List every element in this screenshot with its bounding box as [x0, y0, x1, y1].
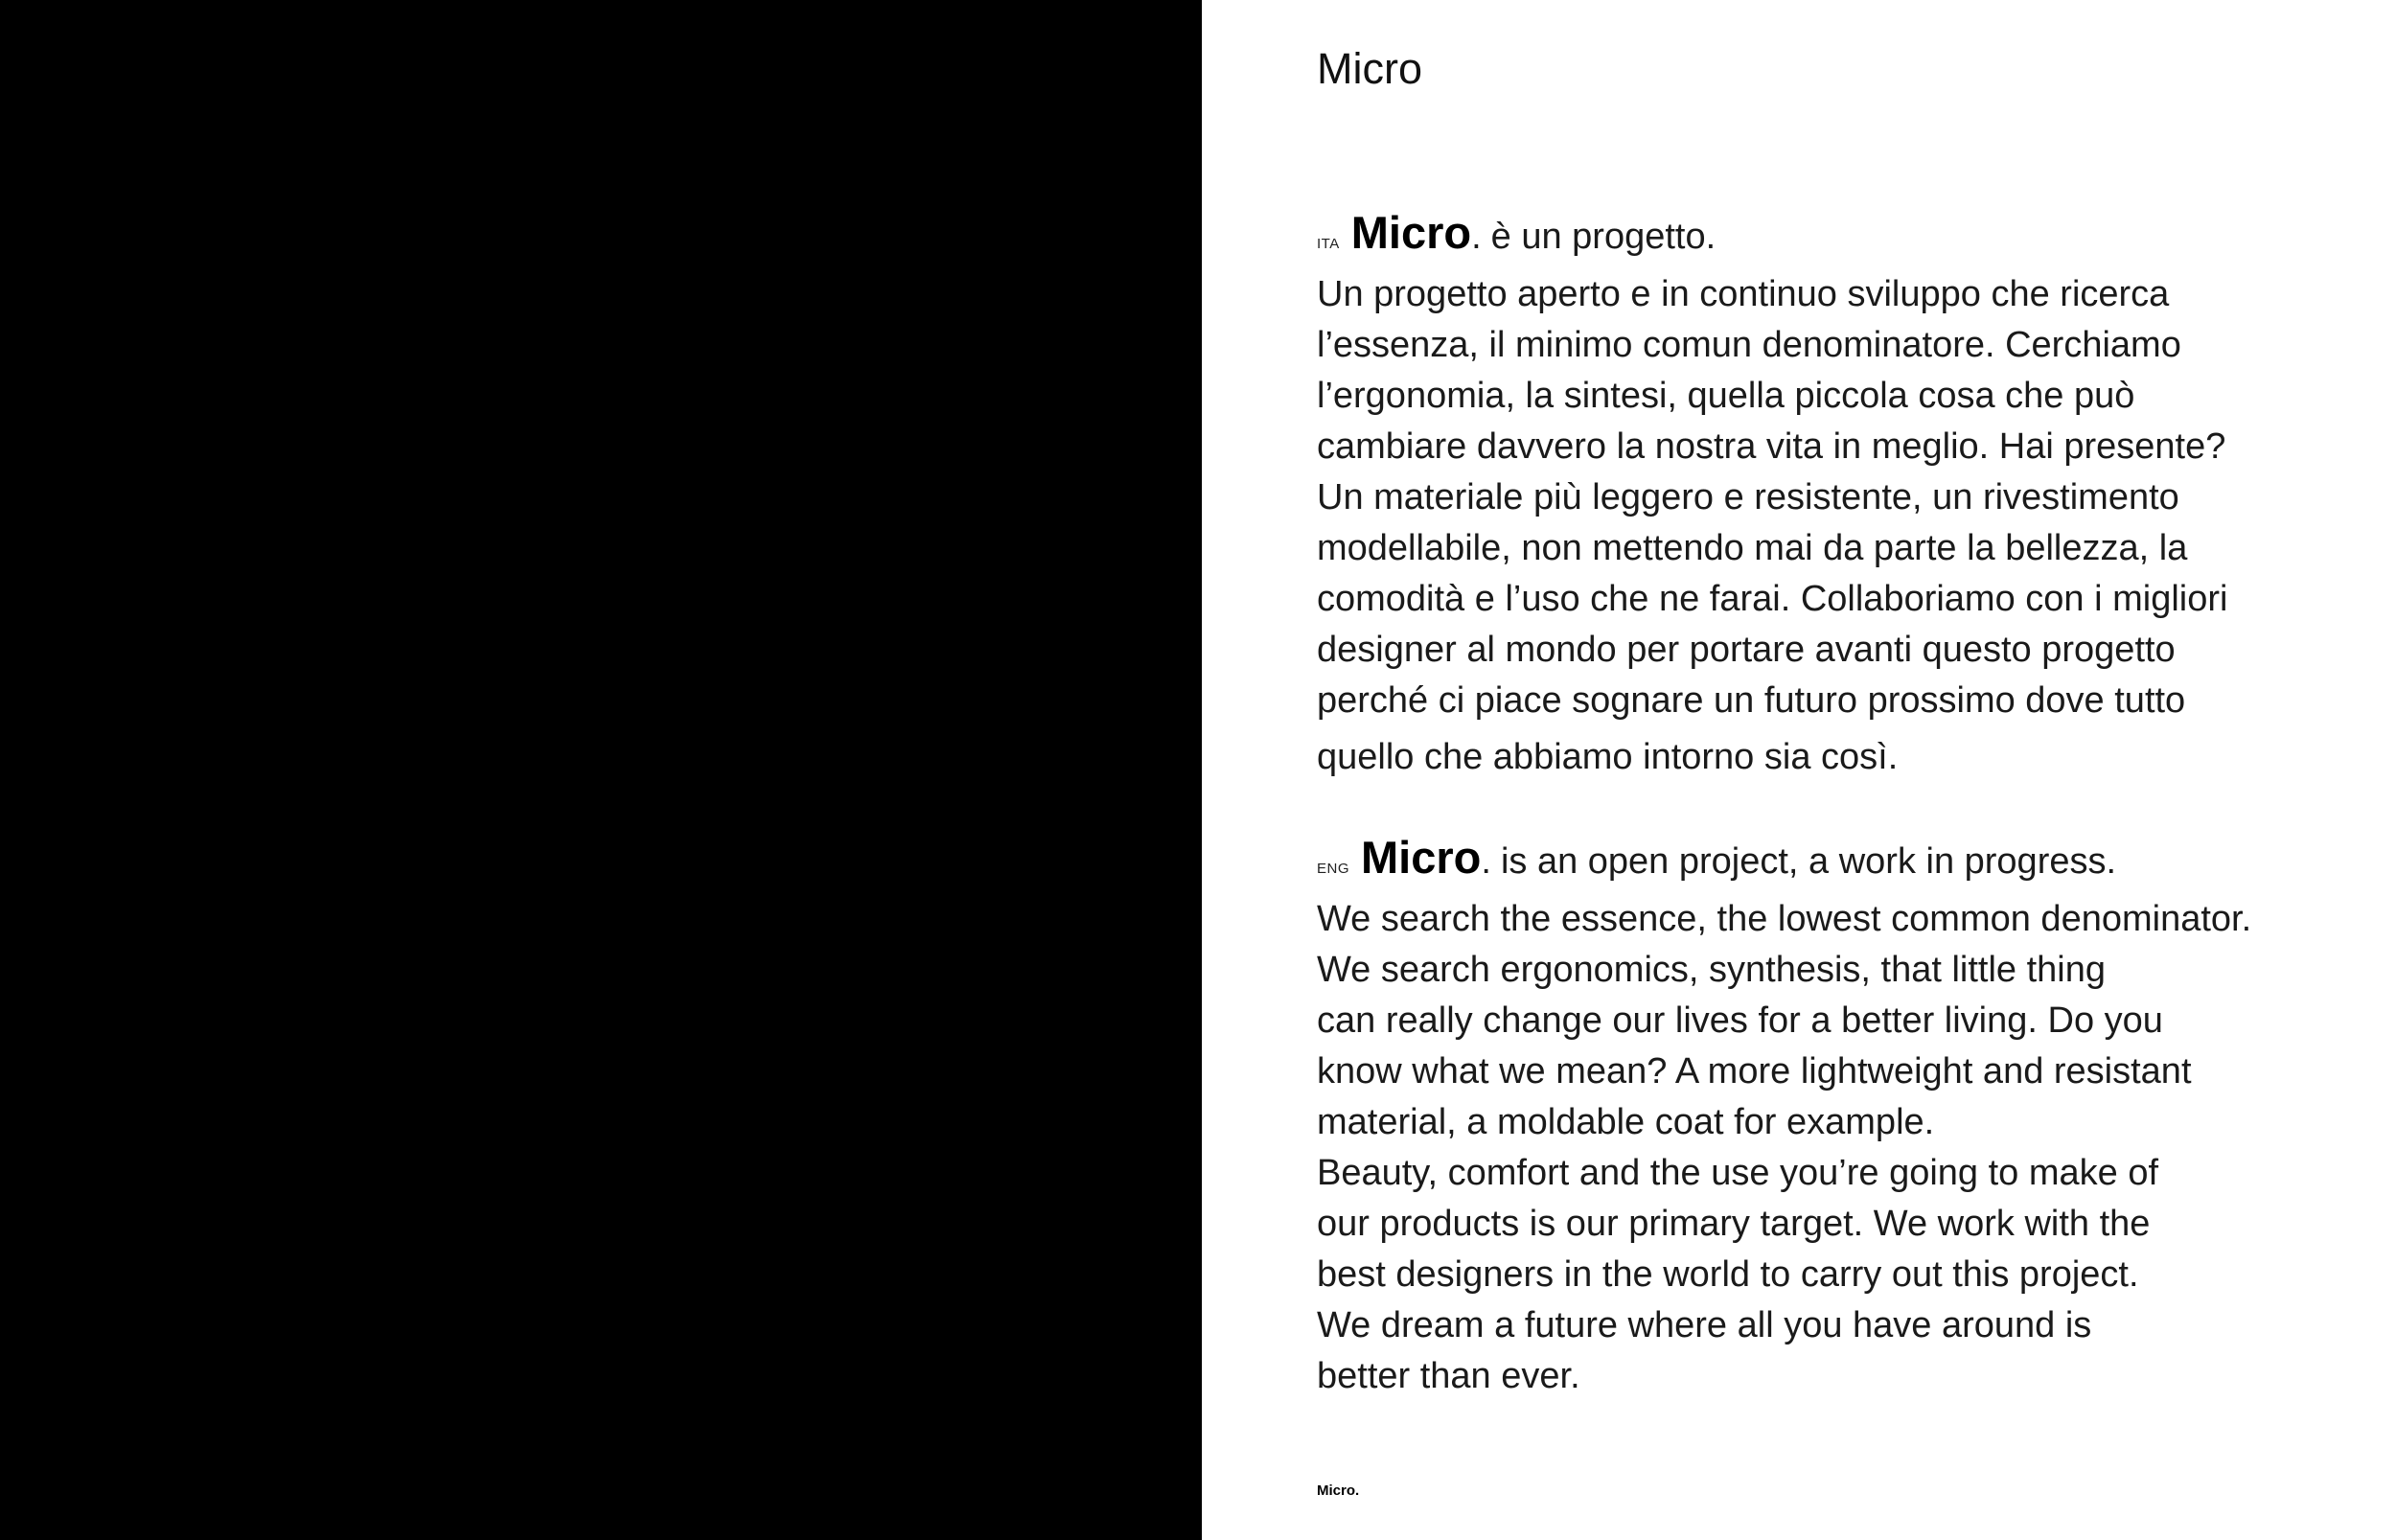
- italian-line: quello che abbiamo intorno sia così.: [1317, 737, 1899, 777]
- italian-line: designer al mondo per portare avanti questo progetto: [1317, 630, 2176, 670]
- language-tag-ita: ITA: [1317, 236, 1340, 252]
- italian-line: comodità e l’uso che ne farai. Collaboriamo con i migliori: [1317, 579, 2228, 619]
- italian-line: Un materiale più leggero e resistente, un rivestimento: [1317, 477, 2179, 517]
- italian-line: l’ergonomia, la sintesi, quella piccola cosa che può: [1317, 376, 2135, 416]
- italian-line: modellabile, non mettendo mai da parte la bellezza, la: [1317, 528, 2188, 568]
- italian-intro-line: [1317, 207, 2371, 269]
- english-line: material, a moldable coat for example.: [1317, 1102, 1935, 1142]
- english-intro: is an open project, a work in progress.: [1500, 841, 2117, 882]
- brand-name: Micro: [1350, 207, 1472, 258]
- language-tag-eng: ENG: [1317, 861, 1350, 877]
- english-line: better than ever.: [1317, 1356, 1580, 1396]
- italian-line: perché ci piace sognare un futuro prossimo dove tutto: [1317, 680, 2186, 721]
- english-line: best designers in the world to carry out this project.: [1317, 1254, 2139, 1295]
- italian-line: Un progetto aperto e in continuo sviluppo che ricerca: [1317, 274, 2170, 314]
- english-line: We search ergonomics, synthesis, that little thing: [1317, 950, 2107, 990]
- running-title: Micro: [1317, 44, 1422, 93]
- right-page: [1202, 0, 2396, 1540]
- english-line: Beauty, comfort and the use you’re going to make of: [1317, 1153, 2159, 1193]
- italian-text-block: [1317, 207, 2371, 783]
- italian-line: cambiare davvero la nostra vita in meglio. Hai presente?: [1317, 426, 2226, 467]
- brand-dot: .: [1481, 841, 1491, 882]
- english-line: can really change our lives for a better living. Do you: [1317, 1000, 2163, 1041]
- brand-dot: .: [1471, 217, 1482, 257]
- english-line: We dream a future where all you have around is: [1317, 1305, 2092, 1345]
- footer-brand-mark: Micro.: [1317, 1483, 1360, 1499]
- english-line: our products is our primary target. We work with the: [1317, 1204, 2151, 1244]
- italian-line: l’essenza, il minimo comun denominatore. Cerchiamo: [1317, 325, 2181, 365]
- brand-name: Micro: [1361, 832, 1482, 883]
- english-intro-line: [1317, 832, 2371, 894]
- english-line: know what we mean? A more lightweight and resistant: [1317, 1051, 2192, 1092]
- english-line: We search the essence, the lowest common denominator.: [1317, 899, 2252, 939]
- english-text-block: [1317, 832, 2371, 1402]
- italian-intro: è un progetto.: [1490, 217, 1716, 257]
